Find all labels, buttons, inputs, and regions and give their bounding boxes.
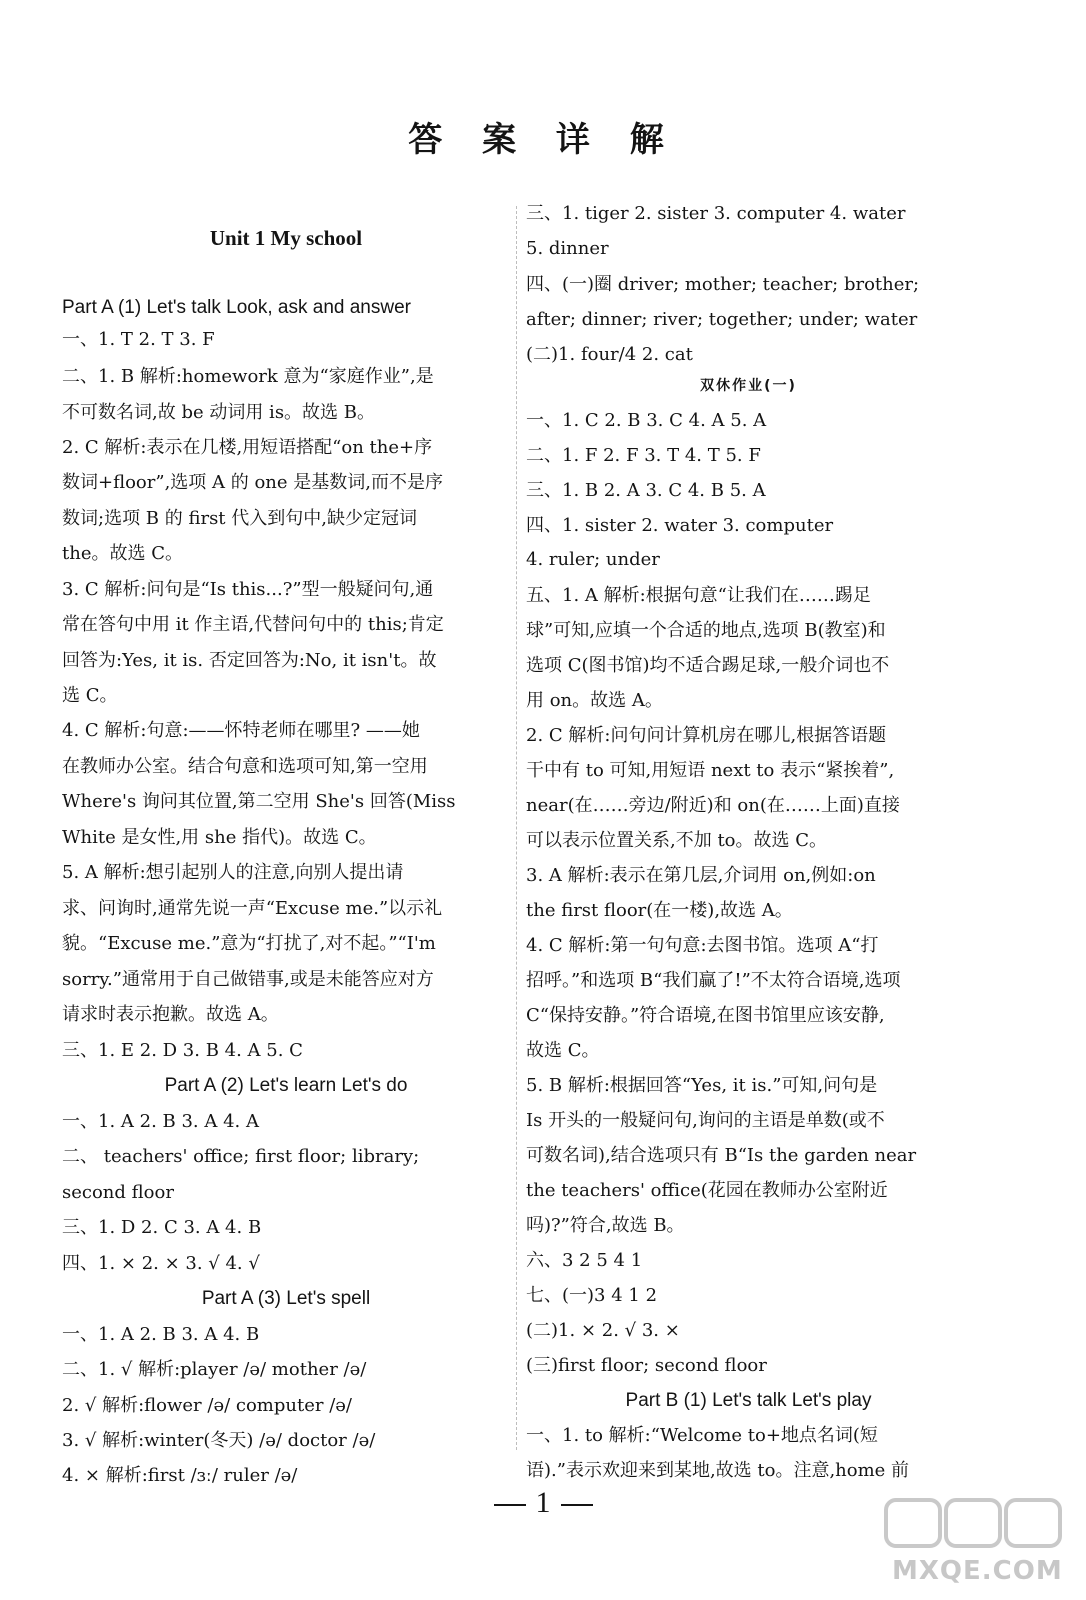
text-line: 3. A 解析:表示在第几层,介词用 on,例如:on <box>526 865 876 886</box>
text-line: 语).”表示欢迎来到某地,故选 to。注意,home 前 <box>526 1460 910 1481</box>
text-line: Part B (1) Let's talk Let's play <box>625 1390 872 1411</box>
text-line: 选 C。 <box>62 685 118 706</box>
text-line: 四、1. × 2. × 3. √ 4. √ <box>62 1253 260 1274</box>
text-line: Unit 1 My school <box>209 226 363 250</box>
text-line: 用 on。故选 A。 <box>526 690 663 711</box>
text-line: 五、1. A 解析:根据句意“让我们在……踢足 <box>526 585 871 606</box>
text-line: 六、3 2 5 4 1 <box>526 1250 643 1271</box>
text-line: 3. C 解析:问句是“Is this...?”型一般疑问句,通 <box>62 579 434 600</box>
text-line: 三、1. D 2. C 3. A 4. B <box>62 1217 262 1238</box>
text-line: 二、 teachers' office; first floor; library; <box>62 1146 420 1167</box>
text-line: 二、1. √ 解析:player /ə/ mother /ə/ <box>62 1359 367 1380</box>
text-line: 二、1. F 2. F 3. T 4. T 5. F <box>526 445 761 466</box>
text-line: 请求时表示抱歉。故选 A。 <box>62 1004 279 1025</box>
text-line: 招呼。”和选项 B“我们赢了!”不太符合语境,选项 <box>526 970 901 991</box>
text-line: 一、1. to 解析:“Welcome to+地点名词(短 <box>526 1425 878 1446</box>
text-line: Part A (2) Let's learn Let's do <box>164 1075 408 1096</box>
text-line: 干中有 to 可知,用短语 next to 表示“紧挨着”, <box>526 760 895 781</box>
text-line: 一、1. A 2. B 3. A 4. A <box>62 1111 259 1132</box>
text-line: Where's 询问其位置,第二空用 She's 回答(Miss <box>62 791 456 812</box>
text-line: C“保持安静。”符合语境,在图书馆里应该安静, <box>526 1005 885 1026</box>
text-line: 不可数名词,故 be 动词用 is。故选 B。 <box>62 402 376 423</box>
text-line: 吗)?”符合,故选 B。 <box>526 1215 685 1236</box>
watermark-url: MXQE.COM <box>892 1556 1063 1586</box>
text-line: 球”可知,应填一个合适的地点,选项 B(教室)和 <box>526 620 886 641</box>
page-title: 答 案 详 解 <box>408 120 678 160</box>
text-line: 七、(一)3 4 1 2 <box>526 1285 658 1306</box>
dash-left <box>494 1504 526 1506</box>
text-line: 可数名词),结合选项只有 B“Is the garden near <box>526 1145 917 1166</box>
text-line: near(在……旁边/附近)和 on(在……上面)直接 <box>526 795 900 816</box>
text-line: 4. C 解析:第一句句意:去图书馆。选项 A“打 <box>526 935 879 956</box>
text-line: the。故选 C。 <box>62 543 183 564</box>
text-line: 三、1. E 2. D 3. B 4. A 5. C <box>62 1040 303 1061</box>
text-line: 四、1. sister 2. water 3. computer <box>526 515 834 536</box>
text-line: 3. √ 解析:winter(冬天) /ə/ doctor /ə/ <box>62 1430 376 1451</box>
text-line: 双休作业(一) <box>700 378 797 394</box>
text-line: Part A (3) Let's spell <box>201 1288 371 1309</box>
text-line: 5. dinner <box>526 238 609 259</box>
text-line: the first floor(在一楼),故选 A。 <box>526 900 793 921</box>
text-line: 2. C 解析:问句问计算机房在哪儿,根据答语题 <box>526 725 887 746</box>
text-line: 一、1. C 2. B 3. C 4. A 5. A <box>526 410 767 431</box>
text-line: 5. A 解析:想引起别人的注意,向别人提出请 <box>62 862 404 883</box>
text-line: 2. C 解析:表示在几楼,用短语搭配“on the+序 <box>62 437 433 458</box>
text-line: 数词+floor”,选项 A 的 one 是基数词,而不是序 <box>62 472 443 493</box>
text-line: 一、1. T 2. T 3. F <box>62 329 215 350</box>
text-line: after; dinner; river; together; under; water <box>526 309 918 330</box>
text-line: 故选 C。 <box>526 1040 600 1061</box>
text-line: 4. × 解析:first /ɜː/ ruler /ə/ <box>62 1465 298 1486</box>
text-line: 在教师办公室。结合句意和选项可知,第一空用 <box>62 756 428 777</box>
watermark-box-1 <box>884 1498 942 1548</box>
text-line: 选项 C(图书馆)均不适合踢足球,一般介词也不 <box>526 655 890 676</box>
text-line: 5. B 解析:根据回答“Yes, it is.”可知,问句是 <box>526 1075 878 1096</box>
text-line: 三、1. B 2. A 3. C 4. B 5. A <box>526 480 766 501</box>
text-line: sorry.”通常用于自己做错事,或是未能答应对方 <box>62 969 434 990</box>
text-line: 貌。“Excuse me.”意为“打扰了,对不起。”“I'm <box>62 933 436 954</box>
text-line: 三、1. tiger 2. sister 3. computer 4. water <box>526 203 906 224</box>
text-line: (三)first floor; second floor <box>526 1355 767 1376</box>
text-line: Is 开头的一般疑问句,询问的主语是单数(或不 <box>526 1110 885 1131</box>
text-line: White 是女性,用 she 指代)。故选 C。 <box>62 827 377 848</box>
text-line: 4. ruler; under <box>526 549 660 570</box>
watermark-logo <box>884 1498 1064 1590</box>
text-line: second floor <box>62 1182 174 1203</box>
text-line: 可以表示位置关系,不加 to。故选 C。 <box>526 830 828 851</box>
text-line: 常在答句中用 it 作主语,代替问句中的 this;肯定 <box>62 614 444 635</box>
text-line: (二)1. × 2. √ 3. × <box>526 1320 680 1341</box>
text-line: 回答为:Yes, it is. 否定回答为:No, it isn't。故 <box>62 650 437 671</box>
text-line: 四、(一)圈 driver; mother; teacher; brother; <box>526 274 920 295</box>
text-line: (二)1. four/4 2. cat <box>526 344 693 365</box>
text-line: 二、1. B 解析:homework 意为“家庭作业”,是 <box>62 366 434 387</box>
watermark-box-3 <box>1004 1498 1062 1548</box>
page-number-text: 1 <box>535 1486 551 1519</box>
dash-right <box>561 1504 593 1506</box>
column-divider <box>516 206 517 1450</box>
watermark-box-2 <box>944 1498 1002 1548</box>
text-line: 4. C 解析:句意:——怀特老师在哪里? ——她 <box>62 720 420 741</box>
text-line: 2. √ 解析:flower /ə/ computer /ə/ <box>62 1395 352 1416</box>
text-line: Part A (1) Let's talk Look, ask and answer <box>62 297 411 318</box>
text-line: 一、1. A 2. B 3. A 4. B <box>62 1324 260 1345</box>
text-line: the teachers' office(花园在教师办公室附近 <box>526 1180 888 1201</box>
text-line: 求、问询时,通常先说一声“Excuse me.”以示礼 <box>62 898 443 919</box>
text-line: 数词;选项 B 的 first 代入到句中,缺少定冠词 <box>62 508 417 529</box>
